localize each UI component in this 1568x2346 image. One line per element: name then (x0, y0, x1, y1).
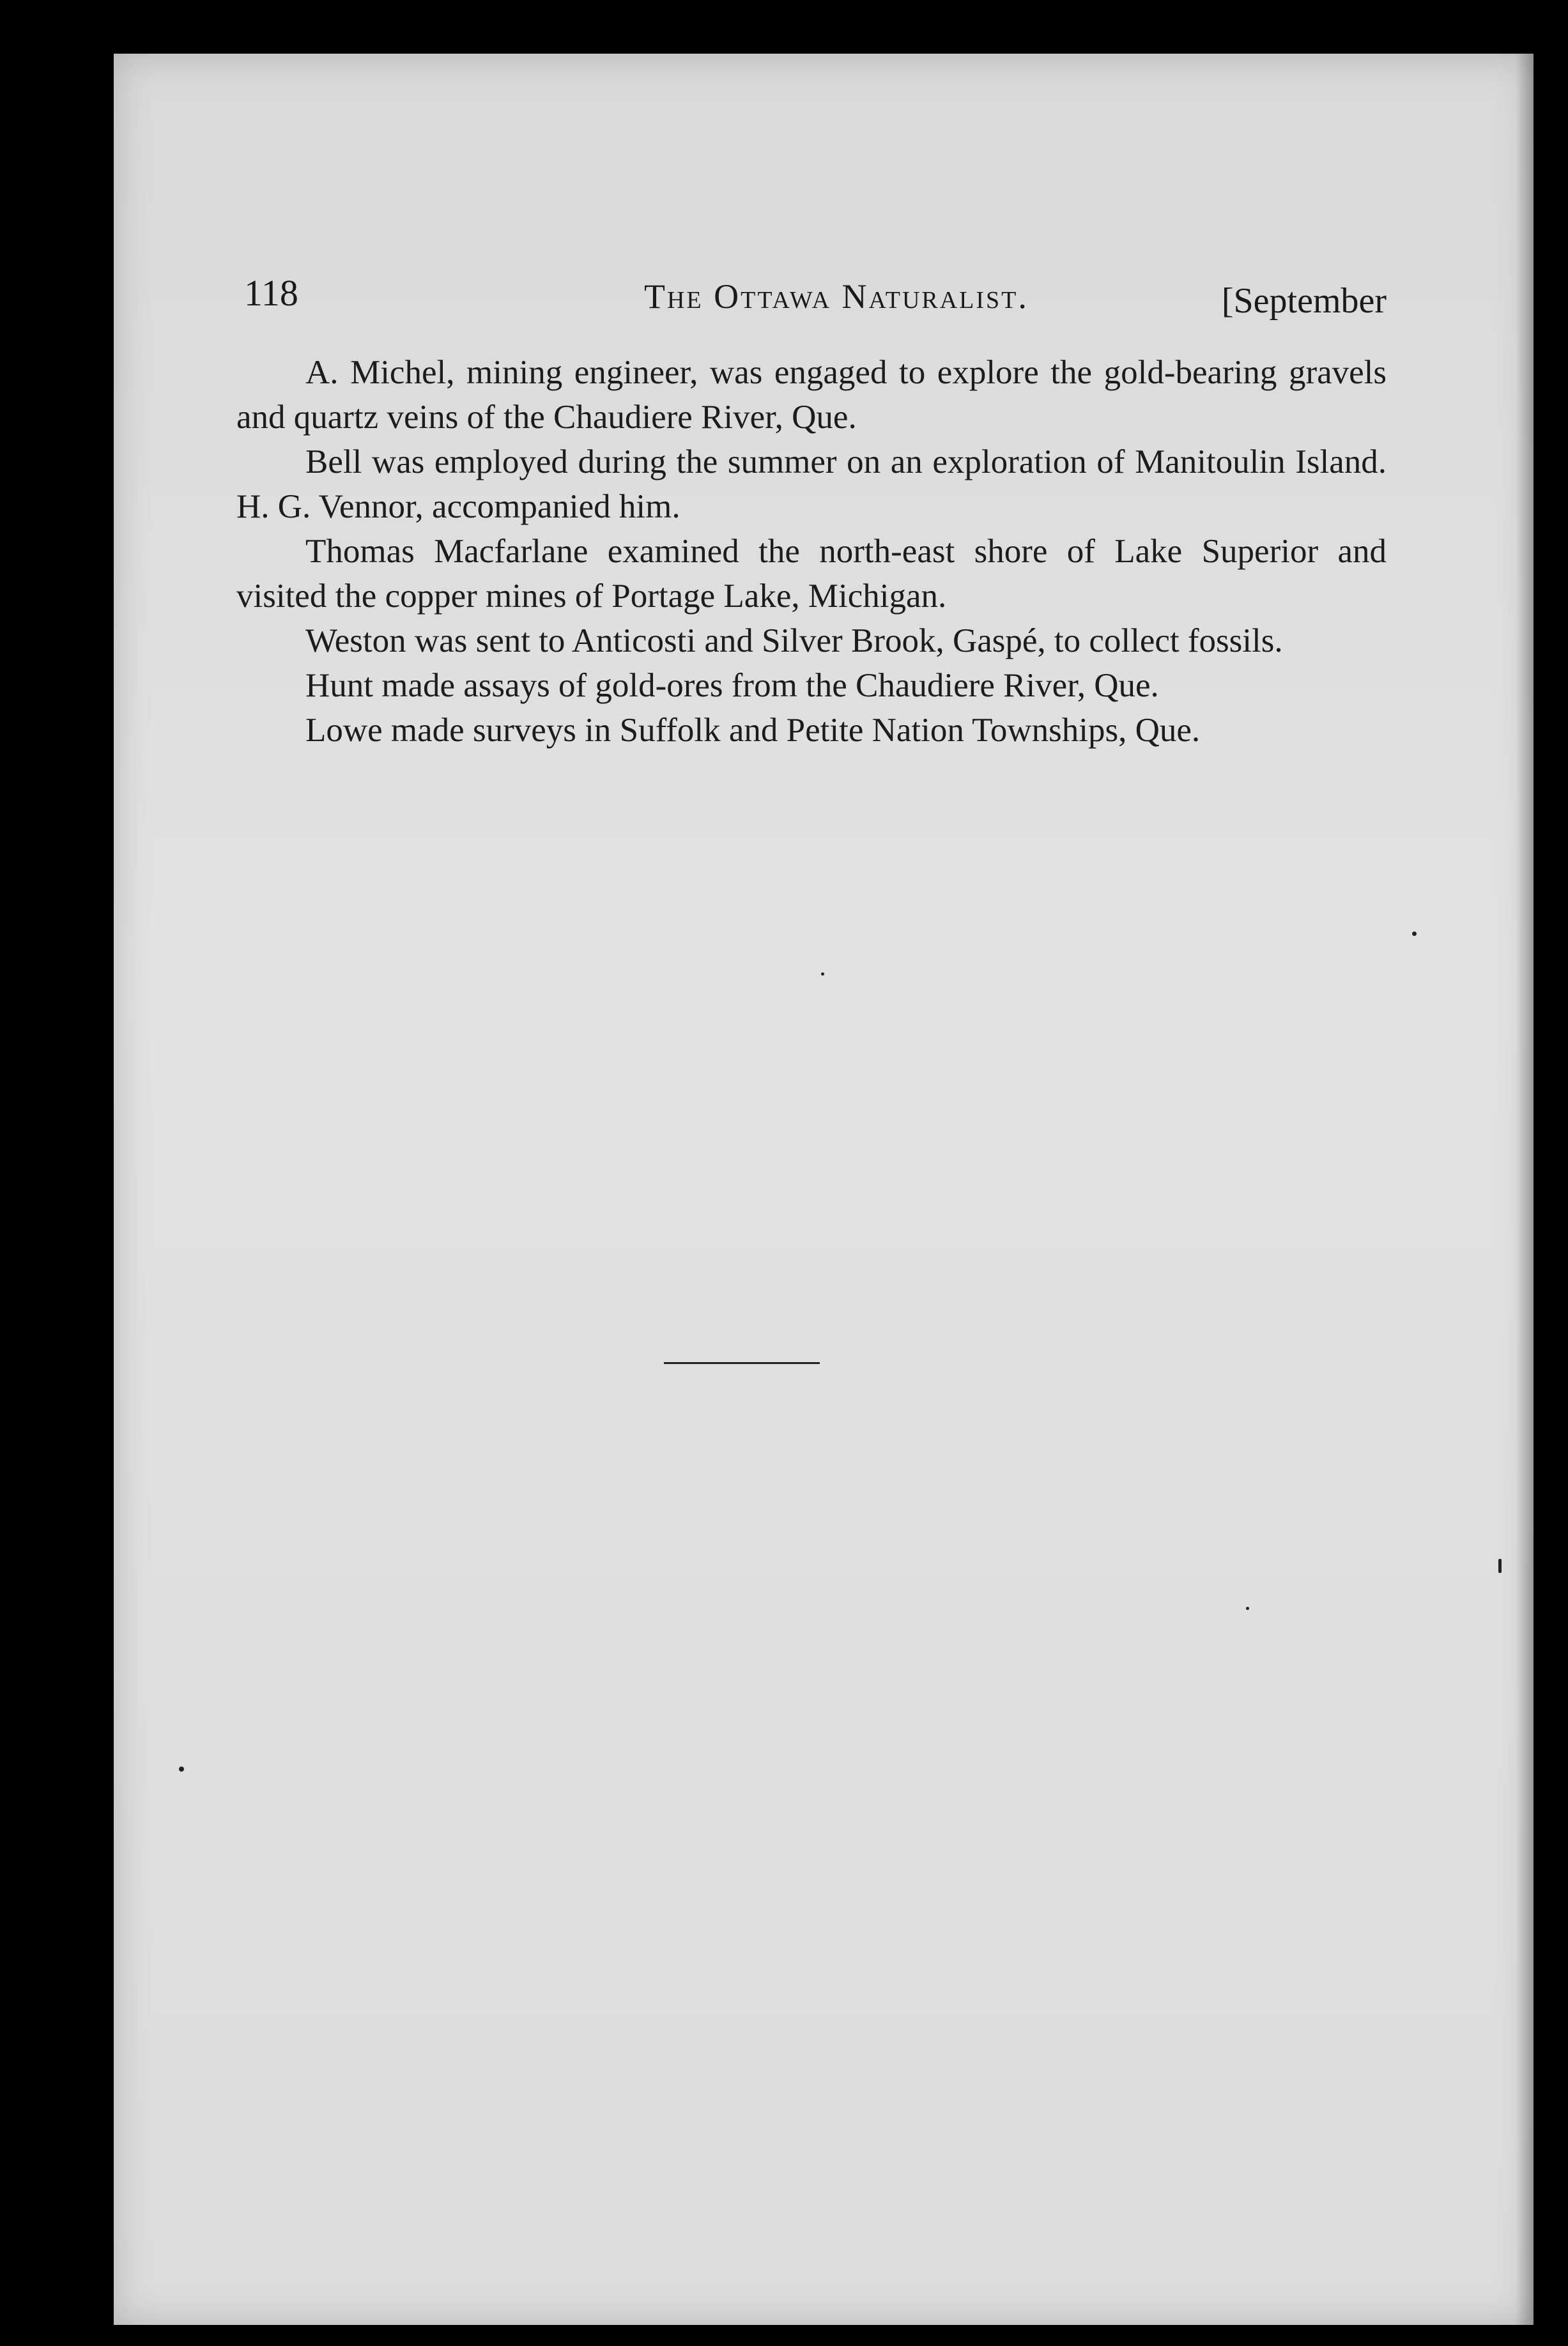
scan-speck (1498, 1559, 1502, 1573)
article-body (236, 350, 1387, 753)
section-end-rule (664, 1362, 820, 1364)
issue-month: [September (1221, 281, 1387, 321)
scan-speck (179, 1767, 184, 1772)
paragraph-michel: A. Michel, mining engineer, was engaged to explore the gold-bearing gravels and quartz veins of the Chaudiere River, Que. (236, 354, 1387, 436)
page-edge-shadow (1516, 54, 1533, 2325)
scan-speck (1246, 1607, 1249, 1610)
scan-speck (1412, 931, 1417, 936)
paragraph-lowe: Lowe made surveys in Suffolk and Petite Nation Townships, Que. (305, 712, 1201, 749)
paragraph-weston: Weston was sent to Anticosti and Silver Brook, Gaspé, to collect fossils. (305, 622, 1283, 659)
journal-title: The Ottawa Naturalist. (644, 277, 1029, 316)
paragraph-bell: Bell was employed during the summer on an exploration of Manitoulin Island. H. G. Vennor, accompanied him. (236, 443, 1387, 525)
page-number: 118 (244, 272, 298, 314)
scan-speck (821, 972, 824, 976)
paragraph-macfarlane: Thomas Macfarlane examined the north-east shore of Lake Superior and visited the copper mines of Portage Lake, Michigan. (236, 533, 1387, 615)
running-head (244, 272, 1387, 329)
paragraph-hunt: Hunt made assays of gold-ores from the Chaudiere River, Que. (305, 667, 1159, 704)
